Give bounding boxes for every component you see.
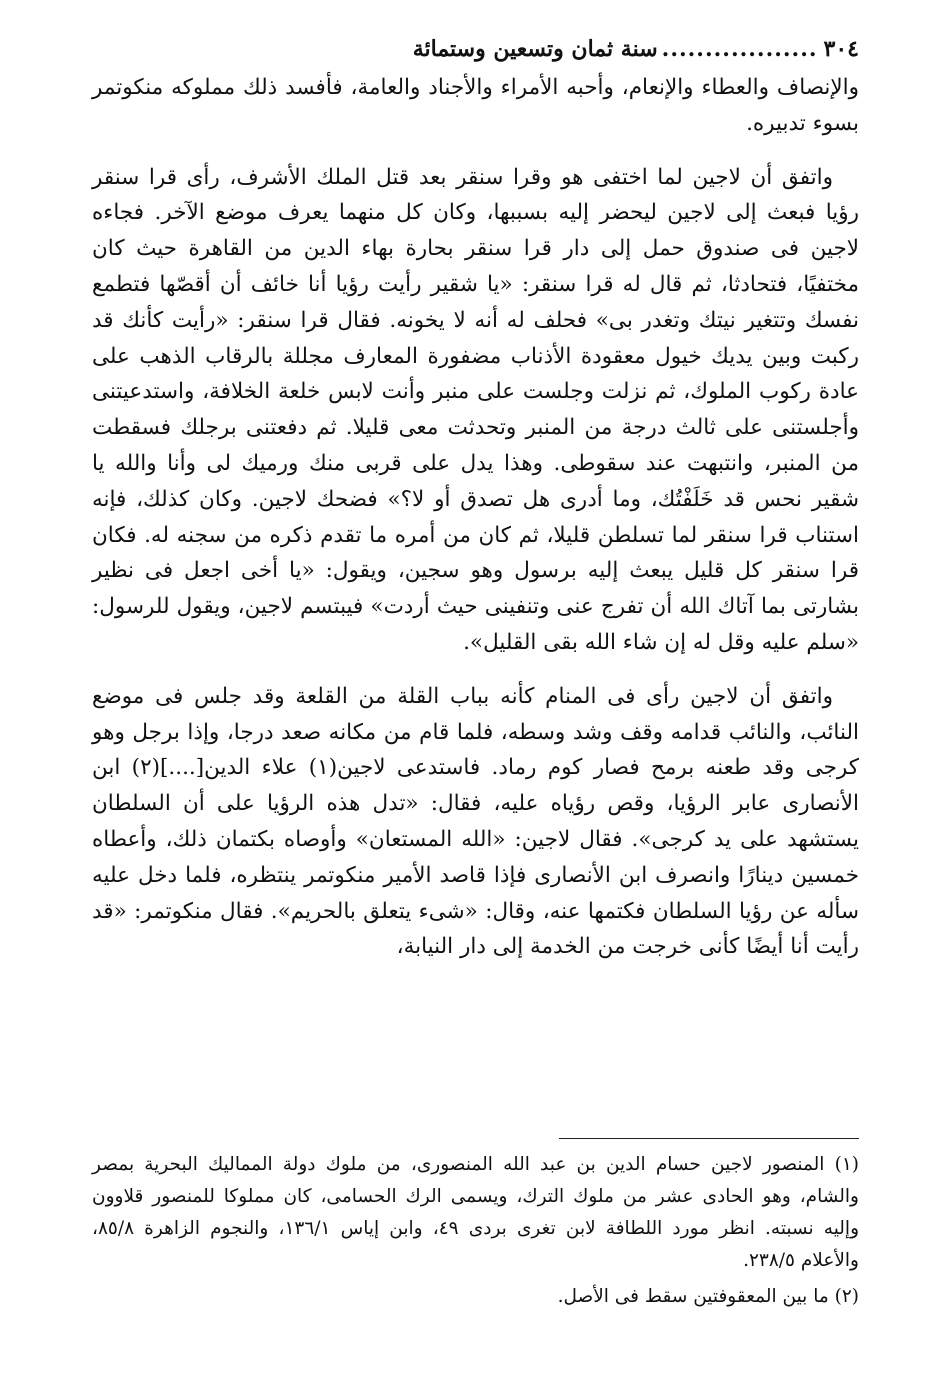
running-head: [92, 36, 859, 70]
paragraph-continuation: والإنصاف والعطاء والإنعام، وأحبه الأمراء والأجناد والعامة، فأفسد ذلك مملوكه منكوتمر بسوء تدبيره.: [92, 75, 859, 136]
header-leader-dots: ..................: [661, 36, 818, 62]
footnote-2: (٢) ما بين المعقوفتين سقط فى الأصل.: [557, 1286, 859, 1307]
main-text: [92, 70, 859, 965]
header-title: سنة ثمان وتسعين وستمائة: [412, 36, 658, 62]
paragraph-lajin-dream: واتفق أن لاجين رأى فى المنام كأنه بباب القلة من القلعة وقد جلس فى موضع النائب، والنائب قدامه وقف وشد وسطه، فلما قام من مكانه صعد درجا، وإذا برجل وهو كرجى وقد طعنه برمح فصار كوم رماد. فاستدعى لاجين(١) علاء الدين[....](٢) ابن الأنصارى عابر الرؤيا، وقص رؤياه عليه، فقال: «تدل هذه الرؤيا على أن السلطان يستشهد على يد كرجى». فقال لاجين: «الله المستعان» وأوصاه بكتمان ذلك، وأعطاه خمسين دينارًا وانصرف ابن الأنصارى فإذا قاصد الأمير منكوتمر ينتظره، فلما دخل عليه سأله عن رؤيا السلطان فكتمها عنه، وقال: «شىء يتعلق بالحريم». فقال منكوتمر: «قد رأيت أنا أيضًا كأنى خرجت من الخدمة إلى دار النيابة،: [92, 683, 860, 960]
paragraph-qarasunqur-dream: واتفق أن لاجين لما اختفى هو وقرا سنقر بعد قتل الملك الأشرف، رأى قرا سنقر رؤيا فبعث إلى لاجين ليحضر إليه بسببها، وكان كل منهما يعرف موضع الآخر. فجاءه لاجين فى صندوق حمل إلى دار قرا سنقر بحارة بهاء الدين من القاهرة حيث كان مختفيًا، فتحادثا، ثم قال له قرا سنقر: «يا شقير رأيت رؤيا أنا خائف أن أقصّها فتطمع نفسك وتتغير نيتك وتغدر بى» فحلف له أنه لا يخونه. فقال قرا سنقر: «رأيت كأنك قد ركبت وبين يديك خيول معقودة الأذناب مضفورة المعارف مجللة بالرقاب الذهب على عادة ركوب الملوك، ثم نزلت وجلست على منبر وأنت لابس خلعة الخلافة، واستدعيتنى وأجلستنى على ثالث درجة من المنبر وتحدثت معى قليلا. ثم دفعتنى برجلك فسقطت من المنبر، وانتبهت عند سقوطى. وهذا يدل على قربى منك ورميك لى وأنا والله يا شقير نحس قد خَلَفْتُك، وما أدرى هل تصدق أو لا؟» فضحك لاجين. وكان كذلك، فإنه استناب قرا سنقر لما تسلطن قليلا، ثم كان من أمره ما تقدم ذكره من سجنه له. فكان قرا سنقر كل قليل يبعث إليه برسول وهو سجين، ويقول: «يا أخى اجعل فى نظير بشارتى بما آتاك الله أن تفرج عنى وتنفينى حيث أردت» فيبتسم لاجين، ويقول للرسول: «سلم عليه وقل له إن شاء الله بقى القليل».: [92, 164, 859, 655]
footnote-separator: [559, 1138, 859, 1139]
footnotes: [92, 1138, 859, 1313]
page-number: ٣٠٤: [823, 36, 859, 62]
footnote-1: (١) المنصور لاجين حسام الدين بن عبد الله المنصورى، من ملوك دولة المماليك البحرية بمصر والشام، وهو الحادى عشر من ملوك الترك، ويسمى الرك الحسامى، كان مملوكا للمنصور قلاوون وإليه نسبته. انظر مورد اللطافة لابن تغرى بردى ٤٩، وابن إياس ١٣٦/١، والنجوم الزاهرة ٨٥/٨، والأعلام ٢٣٨/٥.: [92, 1154, 859, 1271]
